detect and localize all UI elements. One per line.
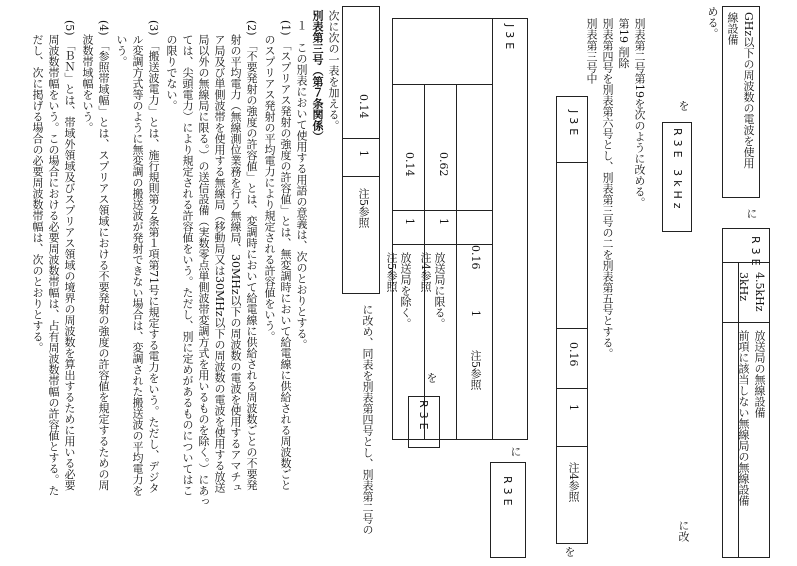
ni-aratame-label: に改 — [677, 520, 690, 542]
body-p4c: いう。 — [115, 34, 128, 67]
table2-r1-v3: 放送局に限る。 注4参照 — [419, 252, 446, 329]
body-p3d: 局以外の無線局に限る。）の送信設備（実数零点単側波帯変調方式を用いるものを除く。）にあっ — [197, 34, 210, 507]
table1-value-1: 0.16 — [567, 342, 580, 367]
r3e-box-2-text: R3E — [501, 476, 514, 510]
body-p6c: だし、次に掲げる場合の必要周波数帯幅は、次のとおりとする。 — [31, 34, 44, 353]
body-p5b: 波数帯域幅をいう。 — [81, 34, 94, 133]
wo-label-r3e: を — [425, 372, 438, 383]
table1-value-2: 1 — [567, 404, 580, 411]
body-p4b: ル変調方式等のように無変調の搬送波が発射できない場合は、変調された搬送波の平均電力を — [131, 34, 144, 496]
freq-3khz: 3kHz — [737, 272, 750, 302]
station-line-1: 放送局の無線設備 — [753, 330, 766, 418]
body-p5a: (4) 「参照帯域幅」とは、スプリアス領域における不要発射の強度の許容値を規定するための周 — [97, 20, 110, 491]
table2-r3-v3: 注5参照 — [469, 350, 482, 390]
body-p3f: の限りでない。 — [165, 34, 178, 111]
table2-code: J3E — [503, 24, 516, 54]
body-p4a: (3) 「搬送波電力」とは、施行規則第２条第１項第71号に規定する電力をいう。ただし、デジタ — [147, 20, 160, 494]
body-p6a: (5) 「ＢＮ」とは、帯域外領域及びスプリアス領域の境界の周波数を算出するために用いる必要 — [63, 20, 76, 491]
wo-label-table1: を — [563, 546, 576, 557]
amend-line-b: 第19 削除 — [617, 18, 630, 69]
table2-r1-v2: 1 — [437, 218, 450, 225]
aratame-line: に改め、同表を別表第四号とし、別表第二号の — [361, 304, 374, 535]
table2-r2-v1: 0.14 — [403, 152, 416, 177]
table2-r3-v2: 1 — [469, 310, 482, 317]
ghz-line-1: GHz以下の周波数の電波を使用 — [742, 12, 755, 169]
table1-value-3: 注4参照 — [567, 462, 580, 502]
body-p3b: 射の平均電力（無線測位業務を行う無線局、30MHz以下の周波数の電波を使用するアマチュ — [229, 34, 242, 493]
amend-line-c: 別表第四号を別表第六号とし、別表第三号の二を別表第五号とする。 — [601, 18, 614, 359]
meru-text: める。 — [706, 6, 719, 39]
table1-code: J3E — [567, 110, 580, 140]
table2 — [385, 18, 528, 440]
body-p2b: のスプリアス発射の平均電力により規定される許容値をいう。 — [263, 34, 276, 342]
body-heading: 別表第三号（第７条関係） — [311, 10, 324, 142]
amend-line-a: 別表第二号第19を次のように改める。 — [633, 18, 646, 208]
ni-label: に — [745, 208, 758, 219]
body-p1: １ この別表において使用する用語の意義は、次のとおりとする。 — [295, 20, 308, 350]
amend-line-d: 別表第三号中 — [585, 18, 598, 84]
freq-45khz: 4.5kHz — [753, 272, 766, 312]
table2-r2-v2: 1 — [403, 218, 416, 225]
table2-r1-v1: 0.62 — [437, 152, 450, 177]
r3e-code-top: R3E — [749, 236, 762, 270]
body-p2a: (1) 「スプリアス発射の強度の許容値」とは、無変調時において給電線に供給される周波数ごと — [279, 20, 292, 491]
body-p6b: 周波数帯幅をいう。この場合における必要周波数帯幅は、占有周波数帯幅の許容値とする。た — [47, 34, 60, 496]
body-p3e: ては、尖頭電力）により規定される許容値をいう。ただし、別に定めがあるものについてはこ — [181, 34, 194, 496]
wo-label-1: を — [677, 100, 690, 111]
table2-r2-v3: 放送局を除く。 注5参照 — [385, 252, 412, 329]
body-p3c: ア局及び単側波帯を使用する無線局（移動局又は30MHz以下の周波数の電波を使用する放送 — [213, 34, 226, 493]
ni-label-r3e: に — [509, 446, 522, 457]
table3-v3: 注5参照 — [357, 188, 370, 228]
body-p3a: (2) 「不要発射の強度の許容値」とは、変調時において給電線に供給される周波数ごとの不要発 — [245, 20, 258, 491]
station-line-2: 前項に該当しない無線局の無線設備 — [737, 330, 750, 506]
table3-v1: 0.14 — [357, 94, 370, 119]
body-intro: 次に次の一表を加える。 — [327, 10, 340, 131]
r3e-box-1-text: R3E — [417, 400, 430, 434]
table3-v2: 1 — [357, 150, 370, 157]
ghz-line-2: 線設備 — [726, 12, 739, 45]
table2-r3-v1: 0.16 — [469, 245, 482, 270]
r3e-3khz-text: R3E 3kHz — [671, 128, 684, 213]
